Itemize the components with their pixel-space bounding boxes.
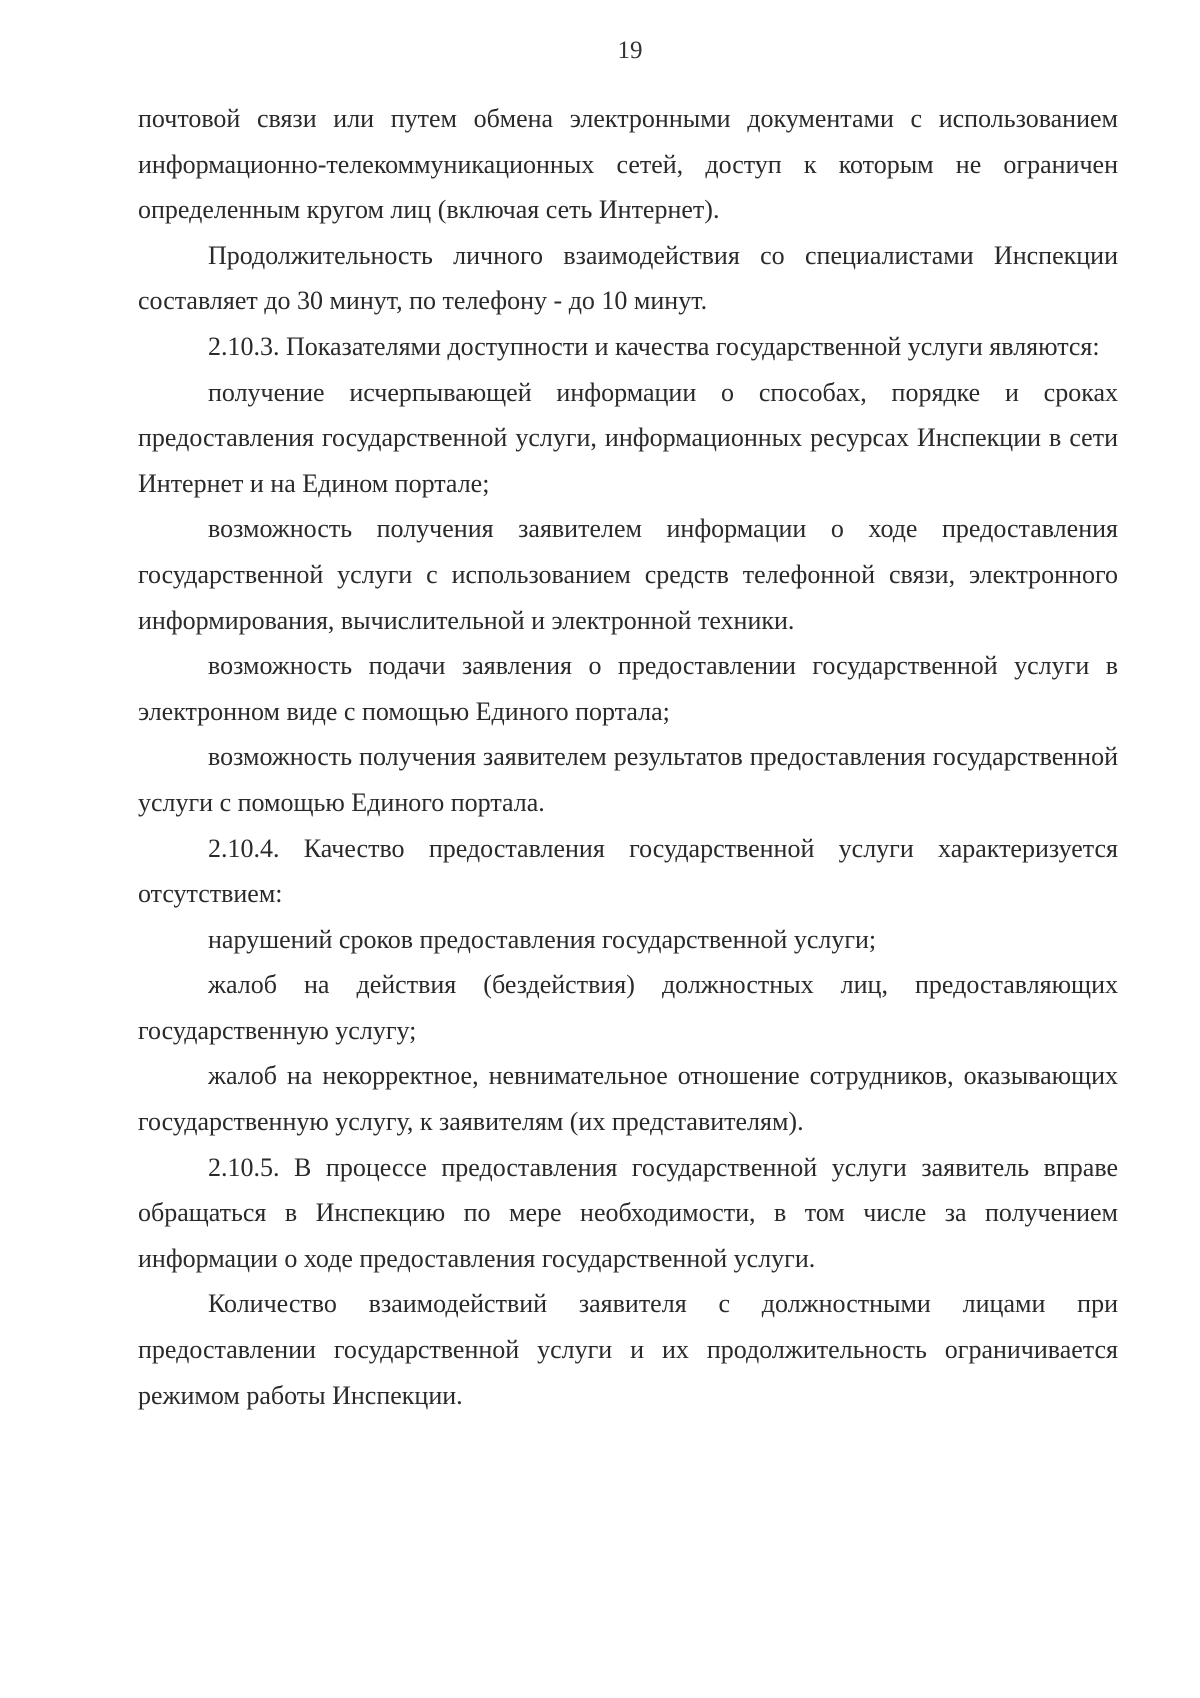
paragraph-interaction-count: Количество взаимодействий заявителя с должностными лицами при предоставлении государственной услуги и их продолжительность ограничивается режимом работы Инспекции. xyxy=(138,1289,1118,1410)
document-body xyxy=(138,96,1118,1418)
paragraph-interaction-duration: Продолжительность личного взаимодействия со специалистами Инспекции составляет до 30 минут, по телефону - до 10 минут. xyxy=(138,240,1118,316)
paragraph-2-10-3-heading: 2.10.3. Показателями доступности и качества государственной услуги являются: xyxy=(208,331,1100,361)
paragraph-2-10-5: 2.10.5. В процессе предоставления государственной услуги заявитель вправе обращаться в Инспекцию по мере необходимости, в том числе за получением информации о ходе предоставления государственной услуги. xyxy=(138,1152,1118,1273)
paragraph-no-complaints-staff: жалоб на некорректное, невнимательное отношение сотрудников, оказывающих государственную услугу, к заявителям (их представителям). xyxy=(138,1061,1118,1137)
paragraph-no-deadline-violations: нарушений сроков предоставления государственной услуги; xyxy=(208,924,877,954)
paragraph-postal-communication: почтовой связи или путем обмена электронными документами с использованием информационно-телекоммуникационных сетей, доступ к которым не ограничен определенным кругом лиц (включая сеть Интернет). xyxy=(138,104,1118,225)
paragraph-electronic-application: возможность подачи заявления о предоставлении государственной услуги в электронном виде с помощью Единого портала; xyxy=(138,651,1118,726)
page-number: 19 xyxy=(617,37,643,64)
paragraph-no-complaints-officials: жалоб на действия (бездействия) должностных лиц, предоставляющих государственную услугу; xyxy=(138,970,1118,1045)
paragraph-results-via-portal: возможность получения заявителем результатов предоставления государственной услуги с помощью Единого портала. xyxy=(138,742,1118,817)
paragraph-2-10-4-heading: 2.10.4. Качество предоставления государственной услуги характеризуется отсутствием: xyxy=(138,833,1118,909)
paragraph-progress-information: возможность получения заявителем информации о ходе предоставления государственной услуги с использованием средств телефонной связи, электронного информирования, вычислительной и электронной техники. xyxy=(138,514,1118,635)
paragraph-exhaustive-information: получение исчерпывающей информации о способах, порядке и сроках предоставления государственной услуги, информационных ресурсах Инспекции в сети Интернет и на Едином портале; xyxy=(138,377,1118,498)
